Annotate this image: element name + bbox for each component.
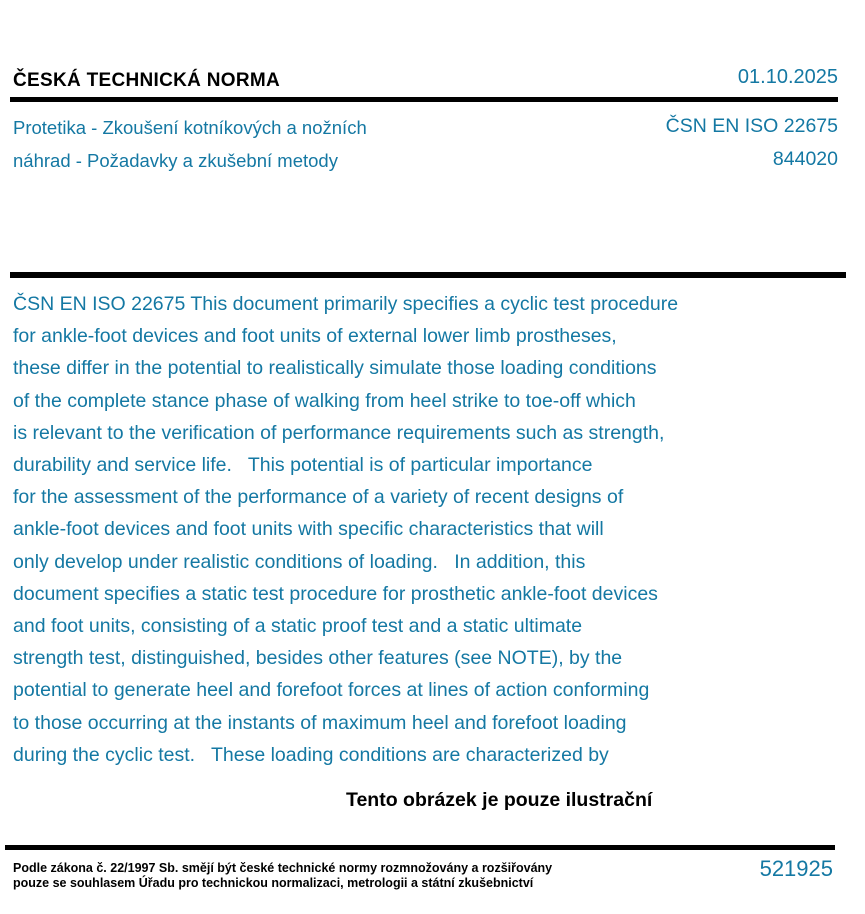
- standard-title-line2: náhrad - Požadavky a zkušební metody: [13, 150, 338, 171]
- abstract-line: durability and service life. This potential is of particular importance: [13, 454, 593, 477]
- abstract-line: ČSN EN ISO 22675 This document primarily specifies a cyclic test procedure: [13, 293, 679, 315]
- abstract-line: for the assessment of the performance of a variety of recent designs of: [13, 486, 624, 509]
- abstract-line: potential to generate heel and forefoot forces at lines of action conforming: [13, 679, 650, 702]
- abstract-line: ankle-foot devices and foot units with specific characteristics that will: [13, 518, 604, 541]
- copyright-legal-line1: Podle zákona č. 22/1997 Sb. smějí být české technické normy rozmnožovány a rozšiřovány: [13, 861, 553, 875]
- abstract-line: strength test, distinguished, besides other features (see NOTE), by the: [13, 647, 623, 670]
- abstract-line: and foot units, consisting of a static proof test and a static ultimate: [13, 615, 583, 638]
- abstract-line: only develop under realistic conditions of loading. In addition, this: [13, 550, 586, 573]
- abstract-line: during the cyclic test. These loading conditions are characterized by: [13, 743, 609, 766]
- copyright-legal-notice: [13, 861, 552, 891]
- copyright-legal-line2: pouze se souhlasem Úřadu pro technickou normalizaci, metrologii a státní zkušebnictví: [13, 875, 534, 890]
- doc-type-heading: ČESKÁ TECHNICKÁ NORMA: [13, 70, 281, 91]
- illustration-disclaimer: Tento obrázek je pouze ilustrační: [346, 789, 653, 811]
- standard-title: [13, 111, 367, 177]
- abstract-line: is relevant to the verification of performance requirements such as strength,: [13, 421, 665, 444]
- standard-ref-code: ČSN EN ISO 22675: [665, 115, 838, 137]
- header-divider-rule: [10, 97, 838, 102]
- abstract-line: to those occurring at the instants of maximum heel and forefoot loading: [13, 711, 627, 734]
- abstract-line: these differ in the potential to realistically simulate those loading conditions: [13, 357, 657, 380]
- standard-title-line1: Protetika - Zkoušení kotníkových a nožních: [13, 117, 367, 138]
- publication-date: 01.10.2025: [737, 66, 838, 88]
- abstract-text: [13, 288, 678, 771]
- standard-identifiers: [666, 110, 838, 176]
- footer-divider-rule: [5, 845, 835, 850]
- abstract-line: for ankle-foot devices and foot units of external lower limb prostheses,: [13, 325, 617, 348]
- order-number: 521925: [759, 856, 833, 881]
- standard-class-code: 844020: [772, 148, 838, 170]
- abstract-line: document specifies a static test procedure for prosthetic ankle-foot devices: [13, 582, 658, 605]
- abstract-divider-rule: [10, 272, 846, 278]
- abstract-line: of the complete stance phase of walking from heel strike to toe-off which: [13, 389, 636, 412]
